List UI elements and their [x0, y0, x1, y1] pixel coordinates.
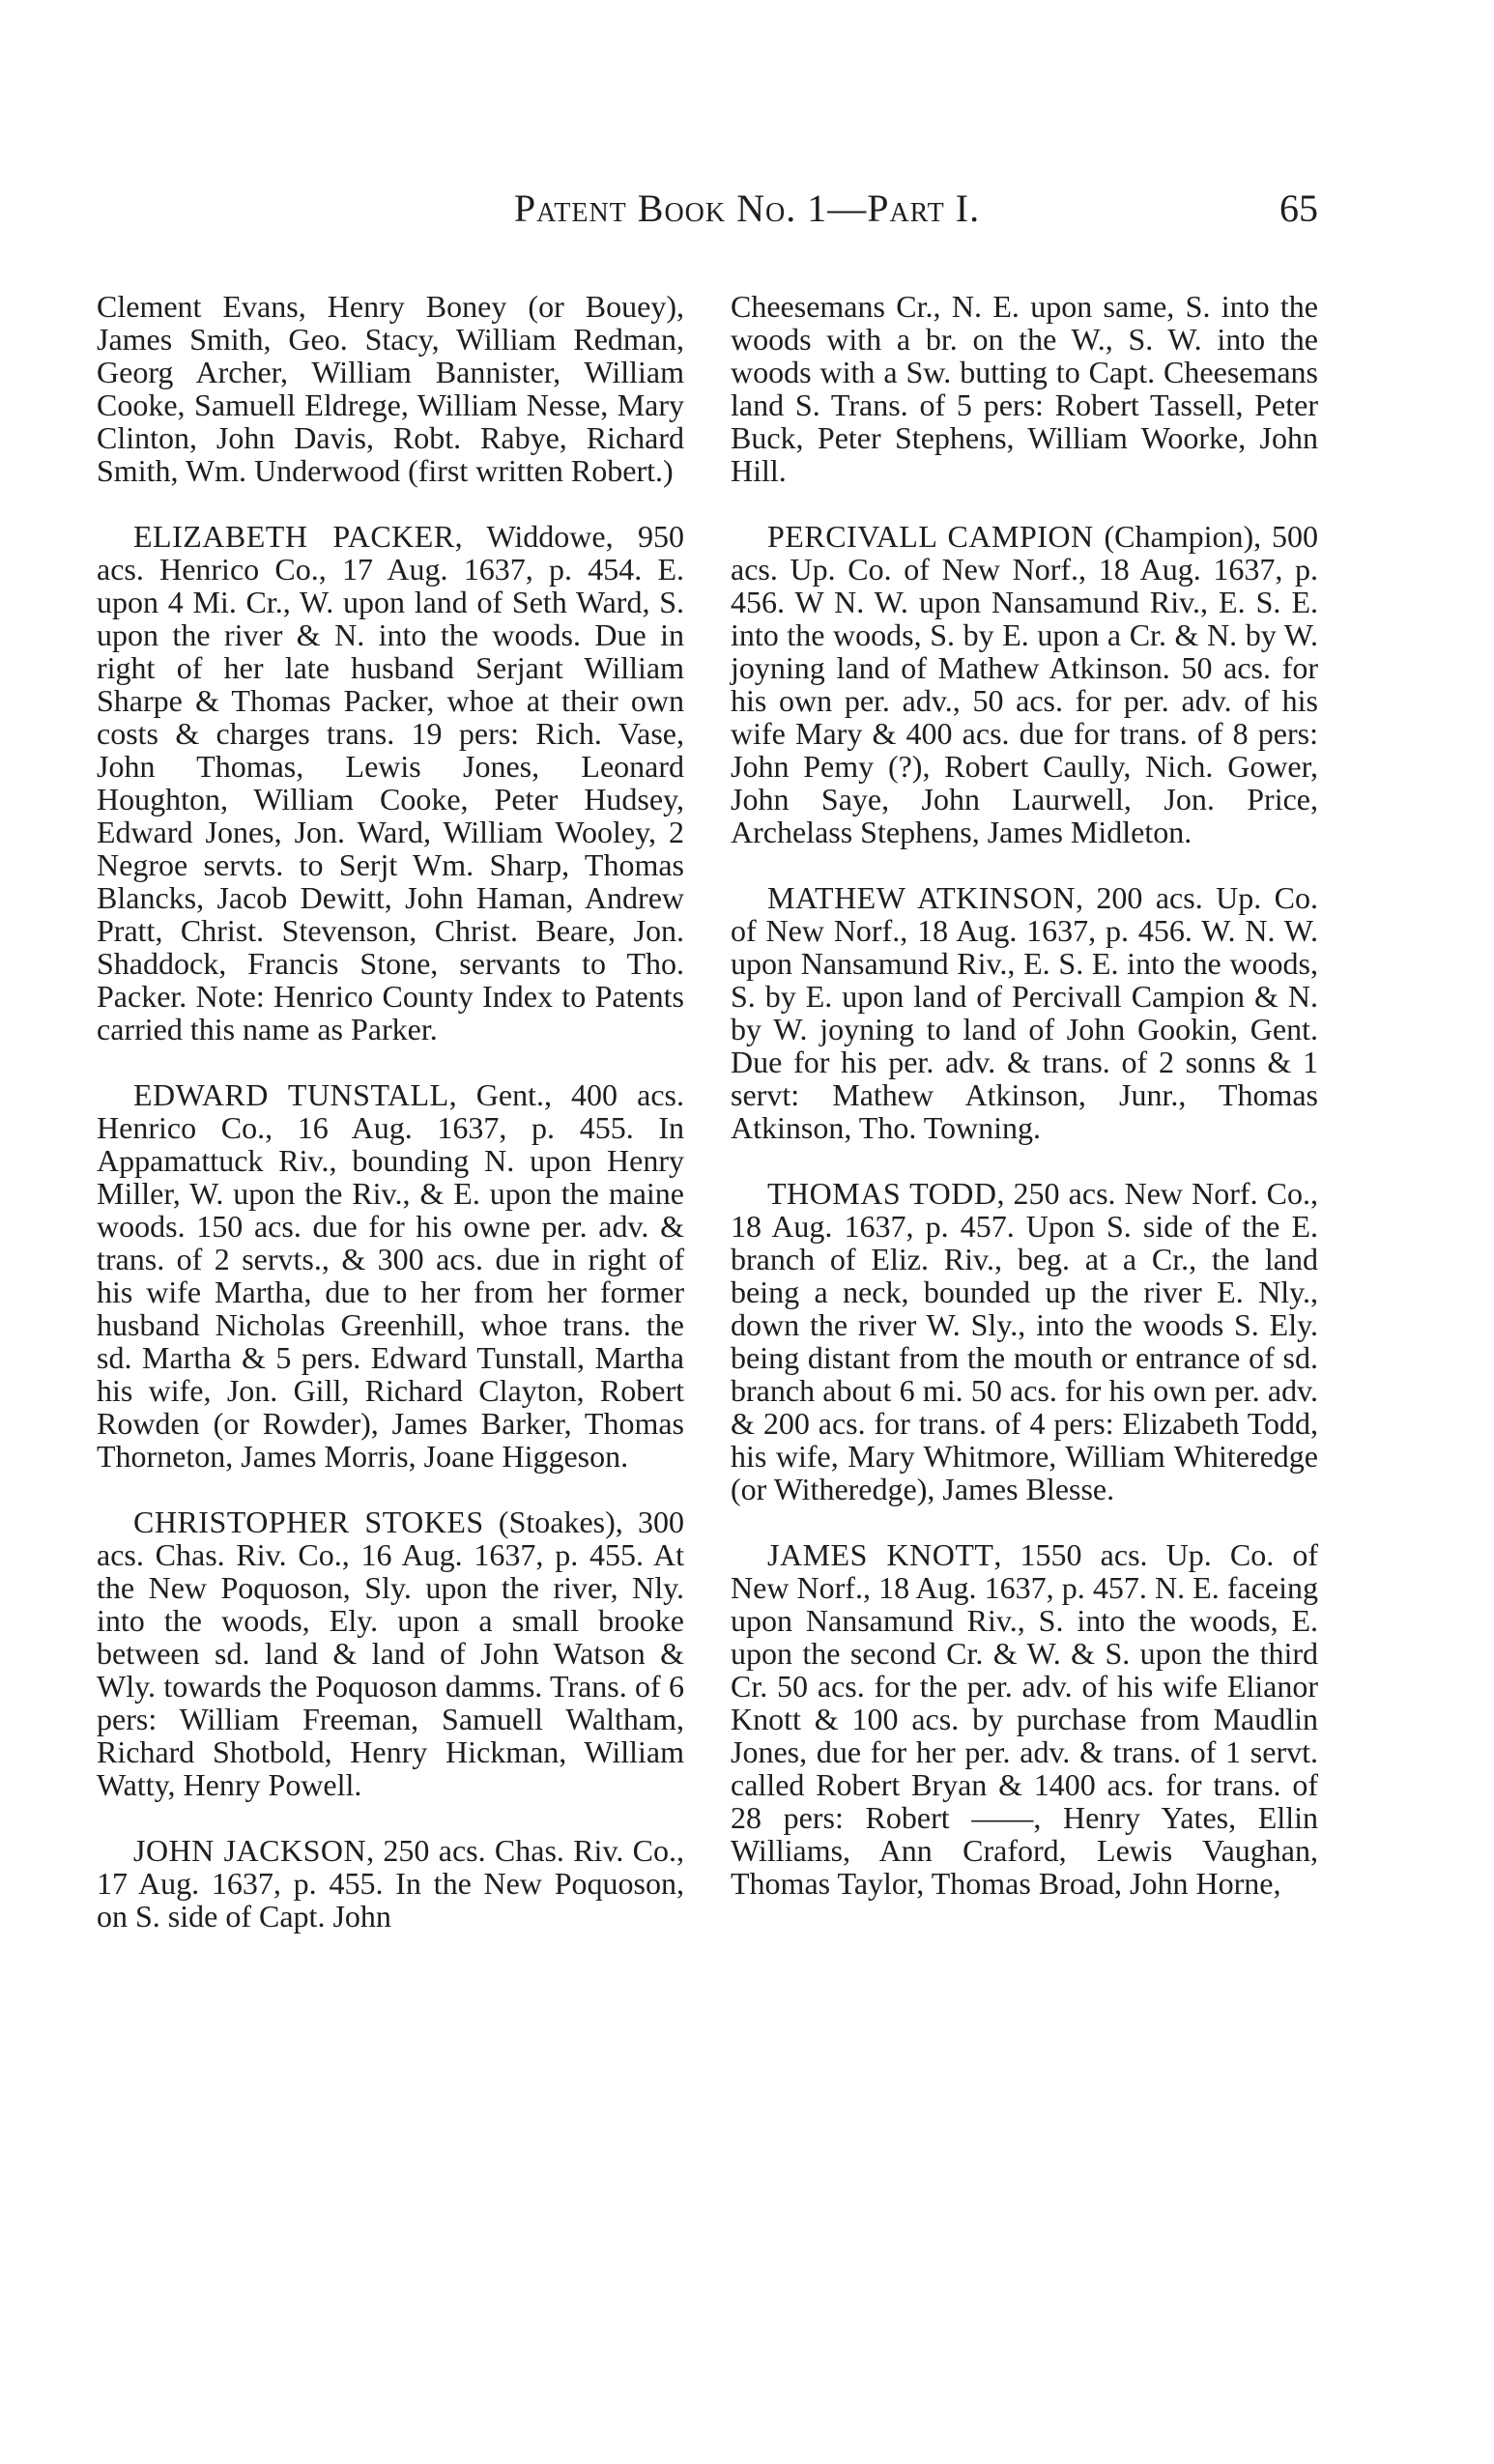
patent-entry: [731, 1177, 1318, 1505]
patentee-name: JAMES KNOTT: [767, 1537, 994, 1572]
entry-text: (Champion), 500 acs. Up. Co. of New Norf., 18 Aug. 1637, p. 456. W N. W. upon Nansamund Riv., E. S. E. into the woods, S. by E. upon a Cr. & N. by W. joyning land of Mathew Atkinson. 50 acs. for his own per. adv., 50 acs. for per. adv. of his wife Mary & 400 acs. due for trans. of 8 pers: John Pemy (?), Robert Caully, Nich. Gower, John Saye, John Laurwell, Jon. Price, Archelass Stephens, James Midleton.: [731, 519, 1319, 849]
patent-entry: [731, 881, 1318, 1144]
entry-text: , 1550 acs. Up. Co. of New Norf., 18 Aug. 1637, p. 457. N. E. faceing upon Nansamund Riv., S. into the woods, E. upon the second Cr. & W. & S. upon the third Cr. 50 acs. for the per. adv. of his wife Elianor Knott & 100 acs. by purchase from Maudlin Jones, due for her per. adv. & trans. of 1 servt. called Robert Bryan & 1400 acs. for trans. of 28 pers: Robert ——, Henry Yates, Ellin Williams, Ann Craford, Lewis Vaughan, Thomas Taylor, Thomas Broad, John Horne,: [731, 1537, 1318, 1901]
patent-entry-continued: [97, 290, 684, 487]
entry-text: , 200 acs. Up. Co. of New Norf., 18 Aug. 1637, p. 456. W. N. W. upon Nansamund Riv., E. S. E. into the woods, S. by E. upon land of Percivall Campion & N. by W. joyning to land of John Gookin, Gent. Due for his per. adv. & trans. of 2 sonns & 1 servt: Mathew Atkinson, Junr., Thomas Atkinson, Tho. Towning.: [731, 880, 1318, 1145]
patent-entry: [731, 1538, 1318, 1900]
patentee-name: CHRISTOPHER STOKES: [133, 1504, 484, 1539]
patentee-name: THOMAS TODD: [767, 1176, 997, 1211]
entry-text: , 250 acs. Chas. Riv. Co., 17 Aug. 1637, p. 455. In the New Poquoson, on S. side of Capt. John: [97, 1833, 685, 1934]
entry-text: , Gent., 400 acs. Henrico Co., 16 Aug. 1637, p. 455. In Appamattuck Riv., bounding N. upon Henry Miller, W. upon the Riv., & E. upon the maine woods. 150 acs. due for his owne per. adv. & trans. of 2 servts., & 300 acs. due in right of his wife Martha, due to her from her former husband Nicholas Greenhill, whoe trans. the sd. Martha & 5 pers. Edward Tunstall, Martha his wife, Jon. Gill, Richard Clayton, Robert Rowden (or Rowder), James Barker, Thomas Thorneton, James Morris, Joane Higgeson.: [97, 1077, 685, 1474]
patentee-name: JOHN JACKSON: [133, 1833, 367, 1868]
right-column: [731, 290, 1318, 1933]
page-number: 65: [1279, 186, 1318, 230]
patentee-name: PERCIVALL CAMPION: [767, 519, 1094, 554]
patentee-name: MATHEW ATKINSON: [767, 880, 1076, 915]
running-title: Patent Book No. 1—Part I.: [513, 186, 981, 230]
patent-entry: [97, 520, 684, 1046]
patent-entry: [97, 1078, 684, 1473]
page-header: [0, 186, 1494, 244]
entry-text: Clement Evans, Henry Boney (or Bouey), James Smith, Geo. Stacy, William Redman, Georg Archer, William Bannister, William Cooke, Samuell Eldrege, William Nesse, Mary Clinton, John Davis, Robt. Rabye, Richard Smith, Wm. Underwood (first written Robert.): [97, 289, 684, 488]
patentee-name: EDWARD TUNSTALL: [133, 1077, 449, 1112]
patent-entry: [97, 1505, 684, 1801]
entry-text: (Stoakes), 300 acs. Chas. Riv. Co., 16 Aug. 1637, p. 455. At the New Poquoson, Sly. upon the river, Nly. into the woods, Ely. upon a small brooke between sd. land & land of John Watson & Wly. towards the Poquoson damms. Trans. of 6 pers: William Freeman, Samuell Waltham, Richard Shotbold, Henry Hickman, William Watty, Henry Powell.: [97, 1504, 685, 1802]
patentee-name: ELIZABETH PACKER: [133, 519, 455, 554]
entry-text: , 250 acs. New Norf. Co., 18 Aug. 1637, p. 457. Upon S. side of the E. branch of Eliz. Riv., beg. at a Cr., the land being a neck, bounded up the river E. Nly., down the river W. Sly., into the woods S. Ely. being distant from the mouth or entrance of sd. branch about 6 mi. 50 acs. for his own per. adv. & 200 acs. for trans. of 4 pers: Elizabeth Todd, his wife, Mary Whitmore, William Whiteredge (or Witheredge), James Blesse.: [731, 1176, 1319, 1506]
patent-entry: [731, 520, 1318, 848]
entry-text: , Widdowe, 950 acs. Henrico Co., 17 Aug. 1637, p. 454. E. upon 4 Mi. Cr., W. upon land of Seth Ward, S. upon the river & N. into the woods. Due in right of her late husband Serjant William Sharpe & Thomas Packer, whoe at their own costs & charges trans. 19 pers: Rich. Vase, John Thomas, Lewis Jones, Leonard Houghton, William Cooke, Peter Hudsey, Edward Jones, Jon. Ward, William Wooley, 2 Negroe servts. to Serjt Wm. Sharp, Thomas Blancks, Jacob Dewitt, John Haman, Andrew Pratt, Christ. Stevenson, Christ. Beare, Jon. Shaddock, Francis Stone, servants to Tho. Packer. Note: Henrico County Index to Patents carried this name as Parker.: [97, 519, 685, 1046]
entry-text: Cheesemans Cr., N. E. upon same, S. into the woods with a br. on the W., S. W. into the woods with a Sw. butting to Capt. Cheesemans land S. Trans. of 5 pers: Robert Tassell, Peter Buck, Peter Stephens, William Woorke, John Hill.: [731, 289, 1318, 488]
patent-entry-continued: [731, 290, 1318, 487]
patent-entry: [97, 1834, 684, 1933]
left-column: [97, 290, 684, 1965]
